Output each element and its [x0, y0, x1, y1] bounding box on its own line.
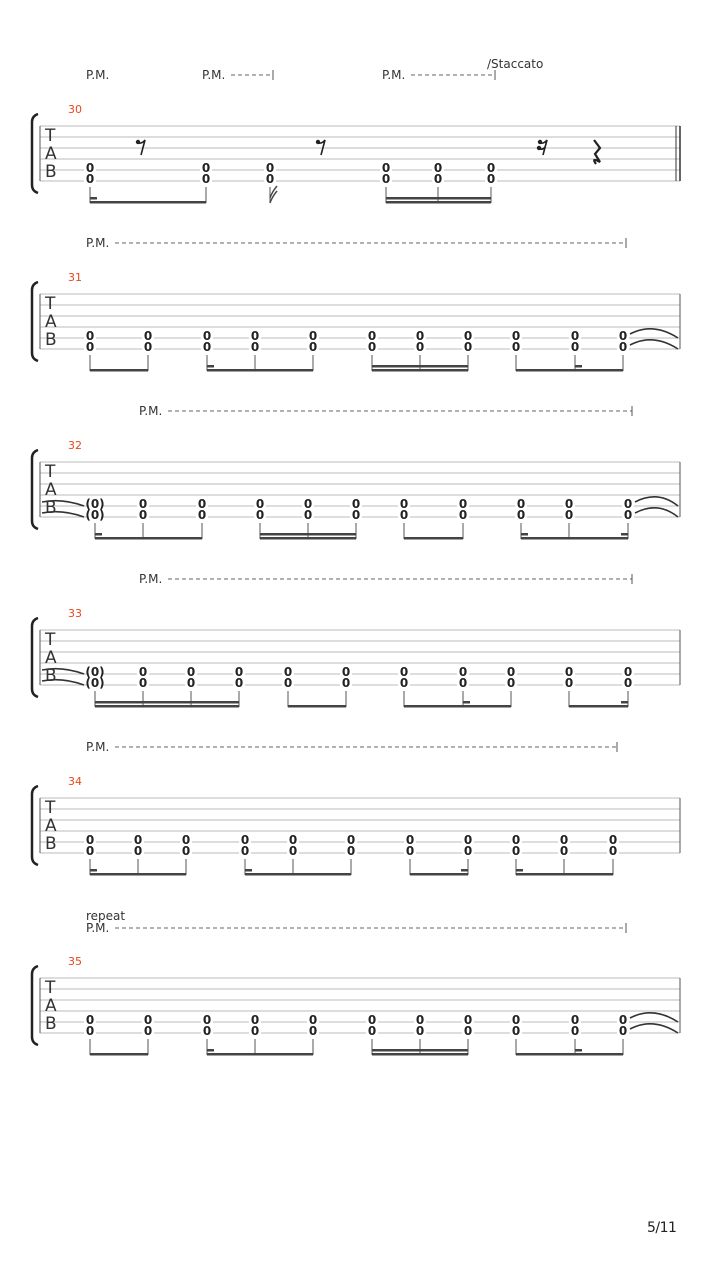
tie-out-arc	[635, 508, 678, 517]
fret-number-string5: 0	[399, 665, 409, 679]
fret-number-string6: 0	[623, 508, 633, 522]
tab-note	[287, 833, 299, 875]
tab-note	[558, 833, 570, 875]
fret-number-string5: 0	[381, 161, 391, 175]
tab-note	[307, 329, 319, 371]
beam	[516, 873, 613, 876]
fret-number-string5: (0)	[85, 665, 105, 679]
fret-number-string5: 0	[570, 1013, 580, 1027]
fret-number-string6: (0)	[85, 508, 105, 522]
fret-number-string6: 0	[511, 1024, 521, 1038]
partial-beam	[207, 1049, 214, 1052]
fret-number-string5: 0	[202, 329, 212, 343]
beam	[372, 1049, 468, 1052]
fret-number-string5: 0	[283, 665, 293, 679]
tab-note	[569, 1013, 581, 1055]
fret-number-string6: 0	[283, 676, 293, 690]
tab-clef-letter: T	[45, 462, 56, 482]
fret-number-string5: 0	[250, 329, 260, 343]
beam	[521, 537, 628, 540]
tab-note	[132, 833, 144, 875]
tab-note	[249, 1013, 261, 1055]
fret-number-string6: 0	[458, 508, 468, 522]
tab-clef-letter: B	[45, 834, 57, 854]
partial-beam	[90, 869, 97, 872]
tab-note	[380, 161, 392, 203]
fret-number-string6: 0	[201, 172, 211, 186]
fret-number-string5: 0	[143, 1013, 153, 1027]
fret-number-string5: 0	[138, 497, 148, 511]
bar-number: 35	[68, 955, 82, 968]
system-bracket	[32, 282, 38, 361]
fret-number-string5: 0	[133, 833, 143, 847]
tab-clef-letter: B	[45, 330, 57, 350]
tab-clef-letter: T	[45, 630, 56, 650]
tab-note	[414, 1013, 426, 1055]
fret-number-string6: 0	[415, 340, 425, 354]
fret-number-string5: 0	[308, 1013, 318, 1027]
tab-system-35	[32, 909, 680, 1056]
fret-number-string5: 0	[265, 161, 275, 175]
fret-number-string6: 0	[197, 508, 207, 522]
fret-number-string6: 0	[303, 508, 313, 522]
tab-system-32	[32, 404, 680, 540]
tab-clef-letter: A	[45, 312, 57, 332]
fret-number-string6: 0	[288, 844, 298, 858]
fret-number-string6: 0	[250, 1024, 260, 1038]
fret-number-string5: 0	[138, 665, 148, 679]
tab-note	[510, 1013, 522, 1055]
tab-note	[233, 665, 245, 707]
fret-number-string5: 0	[516, 497, 526, 511]
beam	[404, 537, 463, 540]
system-bracket	[32, 114, 38, 193]
fret-number-string5: 0	[201, 161, 211, 175]
fret-number-string6: 0	[85, 844, 95, 858]
tab-clef-letter: B	[45, 666, 57, 686]
tab-note	[350, 497, 362, 539]
tab-note	[462, 833, 474, 875]
tab-note	[201, 329, 213, 371]
system-bracket	[32, 966, 38, 1045]
fret-number-string5: 0	[351, 497, 361, 511]
fret-number-string6: 0	[399, 676, 409, 690]
fret-number-string6: 0	[618, 1024, 628, 1038]
tie-out-arc	[630, 1024, 678, 1033]
tab-note	[84, 1013, 96, 1055]
beam	[95, 705, 239, 708]
palm-mute-label: P.M.	[139, 404, 163, 418]
beam	[95, 537, 202, 540]
fret-number-string5: 0	[559, 833, 569, 847]
fret-number-string6: 0	[564, 508, 574, 522]
tab-note	[142, 329, 154, 371]
fret-number-string6: 0	[138, 676, 148, 690]
tab-note	[85, 665, 104, 707]
fret-number-string6: 0	[202, 1024, 212, 1038]
tab-note	[84, 833, 96, 875]
palm-mute-label: P.M.	[139, 572, 163, 586]
fret-number-string5: 0	[367, 329, 377, 343]
fret-number-string6: 0	[240, 844, 250, 858]
tab-note	[563, 497, 575, 539]
beam	[410, 873, 468, 876]
tab-system-33	[32, 572, 680, 708]
tab-system-31	[32, 236, 680, 372]
beam	[90, 1053, 148, 1056]
fret-number-string6: 0	[506, 676, 516, 690]
partial-beam	[461, 869, 468, 872]
fret-number-string6: 0	[346, 844, 356, 858]
fret-number-string6: 0	[458, 676, 468, 690]
tab-note	[404, 833, 416, 875]
fret-number-string5: 0	[303, 497, 313, 511]
fret-number-string5: 0	[85, 161, 95, 175]
fret-number-string5: 0	[618, 329, 628, 343]
system-bracket	[32, 450, 38, 529]
fret-number-string6: 0	[143, 340, 153, 354]
fret-number-string6: 0	[463, 1024, 473, 1038]
tab-note	[196, 497, 208, 539]
tab-note	[340, 665, 352, 707]
palm-mute-label: P.M.	[86, 68, 110, 82]
fret-number-string5: 0	[250, 1013, 260, 1027]
fret-number-string6: 0	[186, 676, 196, 690]
partial-beam	[575, 1049, 582, 1052]
beam	[207, 1053, 313, 1056]
tab-note	[563, 665, 575, 707]
fret-number-string5: 0	[623, 497, 633, 511]
tab-clef-letter: A	[45, 144, 57, 164]
tab-note	[607, 833, 619, 875]
fret-number-string6: 0	[399, 508, 409, 522]
fret-number-string6: 0	[570, 340, 580, 354]
tab-system-30	[32, 57, 680, 204]
fret-number-string6: 0	[234, 676, 244, 690]
tab-clef-letter: T	[45, 798, 56, 818]
palm-mute-label: P.M.	[86, 740, 110, 754]
beam	[207, 369, 313, 372]
beam	[90, 201, 206, 204]
fret-number-string5: 0	[85, 1013, 95, 1027]
tab-note	[617, 1013, 629, 1055]
fret-number-string6: 0	[138, 508, 148, 522]
fret-number-string6: 0	[367, 340, 377, 354]
fret-number-string6: 0	[415, 1024, 425, 1038]
fret-number-string5: 0	[240, 833, 250, 847]
fret-number-string5: 0	[486, 161, 496, 175]
tab-note	[200, 161, 212, 203]
fret-number-string6: 0	[559, 844, 569, 858]
palm-mute-label: P.M.	[86, 921, 110, 935]
fret-number-string6: 0	[463, 844, 473, 858]
tab-note	[510, 833, 522, 875]
tab-note	[302, 497, 314, 539]
fret-number-string6: 0	[85, 1024, 95, 1038]
system-bracket	[32, 786, 38, 865]
page-number: 5/11	[647, 1220, 677, 1236]
tab-note	[307, 1013, 319, 1055]
fret-number-string5: (0)	[85, 497, 105, 511]
bar-number: 34	[68, 775, 82, 788]
tie-out-arc	[635, 497, 678, 506]
partial-beam	[95, 533, 102, 536]
fret-number-string5: 0	[564, 497, 574, 511]
beam	[95, 701, 239, 704]
tab-note	[622, 665, 634, 707]
tab-note	[457, 665, 469, 707]
fret-number-string5: 0	[511, 1013, 521, 1027]
beam	[288, 705, 346, 708]
fret-number-string6: 0	[85, 340, 95, 354]
fret-number-string6: 0	[608, 844, 618, 858]
tab-note	[282, 665, 294, 707]
fret-number-string5: 0	[463, 1013, 473, 1027]
fret-number-string6: 0	[618, 340, 628, 354]
fret-number-string5: 0	[255, 497, 265, 511]
bar-number: 30	[68, 103, 82, 116]
tab-clef-letter: B	[45, 162, 57, 182]
tab-note	[462, 329, 474, 371]
partial-beam	[621, 533, 628, 536]
tab-clef-letter: A	[45, 480, 57, 500]
fret-number-string5: 0	[405, 833, 415, 847]
tab-clef-letter: A	[45, 816, 57, 836]
fret-number-string5: 0	[143, 329, 153, 343]
fret-number-string6: 0	[433, 172, 443, 186]
tab-note	[617, 329, 629, 371]
tab-note	[201, 1013, 213, 1055]
fret-number-string5: 0	[197, 497, 207, 511]
fret-number-string5: 0	[463, 329, 473, 343]
fret-number-string6: 0	[308, 340, 318, 354]
fret-number-string6: 0	[308, 1024, 318, 1038]
tab-note	[249, 329, 261, 371]
beam	[404, 705, 511, 708]
fret-number-string6: 0	[570, 1024, 580, 1038]
fret-number-string6: 0	[381, 172, 391, 186]
fret-number-string6: 0	[623, 676, 633, 690]
fret-number-string5: 0	[85, 329, 95, 343]
beam	[90, 369, 148, 372]
tab-note	[137, 665, 149, 707]
fret-number-string5: 0	[341, 665, 351, 679]
tab-note	[137, 497, 149, 539]
fret-number-string6: 0	[341, 676, 351, 690]
eighth-rest	[136, 140, 145, 155]
fret-number-string5: 0	[433, 161, 443, 175]
repeat-label: repeat	[86, 909, 126, 923]
tab-note	[254, 497, 266, 539]
beam	[386, 197, 491, 200]
tab-note	[462, 1013, 474, 1055]
tab-clef-letter: A	[45, 648, 57, 668]
staccato-label: /Staccato	[487, 57, 544, 71]
quarter-rest	[594, 140, 600, 164]
tie-out-arc	[630, 1013, 678, 1022]
tab-note	[510, 329, 522, 371]
tab-note	[366, 329, 378, 371]
fret-number-string6: 0	[133, 844, 143, 858]
bar-number: 32	[68, 439, 82, 452]
fret-number-string5: 0	[308, 329, 318, 343]
fret-number-string5: 0	[367, 1013, 377, 1027]
eighth-rest	[316, 140, 325, 155]
sixteenth-rest	[537, 140, 547, 155]
palm-mute-label: P.M.	[86, 236, 110, 250]
palm-mute-label: P.M.	[202, 68, 226, 82]
fret-number-string5: 0	[623, 665, 633, 679]
partial-beam	[521, 533, 528, 536]
beam	[90, 873, 186, 876]
fret-number-string5: 0	[181, 833, 191, 847]
fret-number-string5: 0	[506, 665, 516, 679]
tab-note	[457, 497, 469, 539]
fret-number-string5: 0	[186, 665, 196, 679]
partial-beam	[245, 869, 252, 872]
tab-clef-letter: T	[45, 978, 56, 998]
tab-note	[180, 833, 192, 875]
beam	[386, 201, 491, 204]
fret-number-string6: 0	[85, 172, 95, 186]
beam	[372, 369, 468, 372]
tab-note	[142, 1013, 154, 1055]
fret-number-string5: 0	[463, 833, 473, 847]
beam	[516, 369, 623, 372]
tab-note	[505, 665, 517, 707]
tab-note	[432, 161, 444, 203]
tie-out-arc	[630, 340, 678, 349]
tab-note	[85, 497, 104, 539]
fret-number-string5: 0	[415, 1013, 425, 1027]
tab-clef-letter: B	[45, 1014, 57, 1034]
tab-note	[515, 497, 527, 539]
tab-system-34	[32, 740, 680, 876]
tab-clef-letter: A	[45, 996, 57, 1016]
fret-number-string6: 0	[143, 1024, 153, 1038]
tab-note	[84, 161, 96, 203]
tab-note	[622, 497, 634, 539]
partial-beam	[516, 869, 523, 872]
partial-beam	[207, 365, 214, 368]
bar-number: 33	[68, 607, 82, 620]
partial-beam	[621, 701, 628, 704]
partial-beam	[90, 197, 97, 200]
partial-beam	[575, 365, 582, 368]
tab-note	[239, 833, 251, 875]
tab-note	[414, 329, 426, 371]
tab-clef-letter: T	[45, 294, 56, 314]
fret-number-string5: 0	[618, 1013, 628, 1027]
fret-number-string5: 0	[399, 497, 409, 511]
fret-number-string6: 0	[405, 844, 415, 858]
beam	[372, 365, 468, 368]
tab-note	[84, 329, 96, 371]
tab-note	[366, 1013, 378, 1055]
beam	[372, 1053, 468, 1056]
beam	[245, 873, 351, 876]
beam	[569, 705, 628, 708]
tab-note	[345, 833, 357, 875]
fret-number-string5: 0	[415, 329, 425, 343]
fret-number-string6: 0	[265, 172, 275, 186]
beam	[260, 537, 356, 540]
fret-number-string6: 0	[351, 508, 361, 522]
fret-number-string5: 0	[458, 497, 468, 511]
fret-number-string6: 0	[255, 508, 265, 522]
tie-out-arc	[630, 329, 678, 338]
fret-number-string5: 0	[85, 833, 95, 847]
fret-number-string5: 0	[346, 833, 356, 847]
fret-number-string6: 0	[486, 172, 496, 186]
tab-note	[185, 665, 197, 707]
fret-number-string6: 0	[250, 340, 260, 354]
fret-number-string5: 0	[564, 665, 574, 679]
fret-number-string5: 0	[202, 1013, 212, 1027]
fret-number-string5: 0	[234, 665, 244, 679]
tab-note	[398, 497, 410, 539]
note-flag	[270, 186, 277, 203]
system-bracket	[32, 618, 38, 697]
fret-number-string6: 0	[511, 844, 521, 858]
tab-clef-letter: B	[45, 498, 57, 518]
beam	[516, 1053, 623, 1056]
fret-number-string6: 0	[564, 676, 574, 690]
tab-note	[485, 161, 497, 203]
fret-number-string6: 0	[181, 844, 191, 858]
fret-number-string6: 0	[463, 340, 473, 354]
fret-number-string5: 0	[458, 665, 468, 679]
fret-number-string6: 0	[511, 340, 521, 354]
fret-number-string6: 0	[516, 508, 526, 522]
fret-number-string5: 0	[608, 833, 618, 847]
beam	[260, 533, 356, 536]
partial-beam	[463, 701, 470, 704]
tab-clef-letter: T	[45, 126, 56, 146]
fret-number-string6: (0)	[85, 676, 105, 690]
bar-number: 31	[68, 271, 82, 284]
fret-number-string6: 0	[202, 340, 212, 354]
fret-number-string5: 0	[511, 329, 521, 343]
fret-number-string5: 0	[511, 833, 521, 847]
fret-number-string5: 0	[570, 329, 580, 343]
fret-number-string6: 0	[367, 1024, 377, 1038]
fret-number-string5: 0	[288, 833, 298, 847]
tab-note	[569, 329, 581, 371]
palm-mute-label: P.M.	[382, 68, 406, 82]
tab-note	[398, 665, 410, 707]
